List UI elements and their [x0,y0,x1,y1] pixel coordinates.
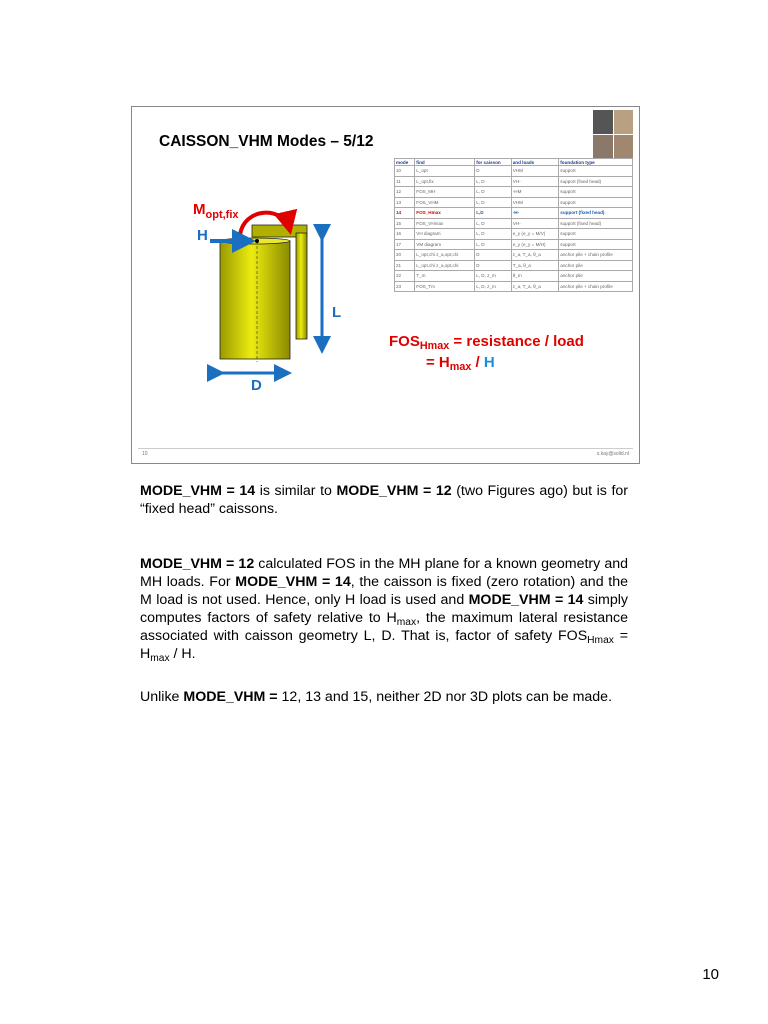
table-cell: L_opt,fix [415,176,475,187]
table-cell: L, D [475,176,512,187]
table-header: and loads [511,159,559,166]
table-cell: T_a, θ_a [511,260,559,271]
table-cell: L, D, z_m [475,281,512,292]
table-cell: D [475,260,512,271]
moment-label: $M_{opt,fix}$ [193,201,239,221]
table-header: foundation type [559,159,633,166]
table-cell: 21 [395,260,415,271]
table-cell: L, D [475,197,512,208]
l-label: L [332,304,342,321]
table-cell: L_opt [415,166,475,177]
table-row [395,260,633,271]
slide-title: CAISSON_VHM Modes – 5/12 [159,133,374,150]
d-label: D [251,377,262,394]
modes-table [394,158,633,292]
table-cell: -HM [511,187,559,198]
table-cell: 17 [395,239,415,250]
slide-footer-divider [138,448,633,449]
table-cell: 13 [395,197,415,208]
table-cell: VHM [511,166,559,177]
table-row [395,208,633,219]
table-cell: anchor pile + chain profile [559,281,633,292]
table-cell: VH- [511,176,559,187]
table-cell: 23 [395,281,415,292]
table-cell: e_y (e_y = M/V) [511,229,559,240]
table-cell: L, D [475,229,512,240]
table-cell: support [559,229,633,240]
table-cell: VH diagram [415,229,475,240]
table-cell: support [559,166,633,177]
load-point [255,239,259,243]
slide-footer-number: 10 [142,451,148,457]
table-cell: support (fixed head) [559,208,633,219]
table-row [395,229,633,240]
fos-formula-line1: $FOS_{Hmax}$ = resistance / load [389,333,584,352]
table-cell: anchor pile [559,271,633,282]
table-cell: VHM [511,197,559,208]
table-header: find [415,159,475,166]
table-cell: 16 [395,229,415,240]
table-cell: L_opt,chi z_a,opt,chi [415,260,475,271]
table-cell: anchor pile [559,260,633,271]
table-cell: L, D [475,239,512,250]
paragraph-2: MODE_VHM = 12 calculated FOS in the MH plane for a known geometry and MH loads. For MODE_VHM = 14, the caisson is fixed (zero rotation) and the M load is not used. Hence, only H load is used and MODE_VHM = 14 simply computes factors of safety relative to $H_{max}$, the maximum lateral resistance associated with caisson geometry L, D. That is, factor of safety $FOS_{Hmax} = H_{max} / H$. [140,556,629,664]
table-header: for caisson [475,159,512,166]
table-cell: 15 [395,218,415,229]
h-label: H [197,227,208,244]
table-cell: FOS_Hmax [415,208,475,219]
table-cell: z_a, T_a, θ_a [511,250,559,261]
table-cell: anchor pile + chain profile [559,250,633,261]
table-row [395,239,633,250]
fos-formula-line2: = $H_{max}$ / H [426,354,495,373]
table-cell: T_m [415,271,475,282]
table-cell: L, D [475,218,512,229]
table-cell: FOS_MH [415,187,475,198]
table-cell: VM diagram [415,239,475,250]
table-row [395,250,633,261]
table-header-row [395,159,633,166]
paragraph-1: MODE_VHM = 14 is similar to MODE_VHM = 12 (two Figures ago) but is for “fixed head” caissons. [140,483,629,517]
table-cell: L_opt,chi z_a,opt,chi [415,250,475,261]
table-header: mode [395,159,415,166]
paragraph-3: Unlike MODE_VHM = 12, 13 and 15, neither 2D nor 3D plots can be made. [140,689,613,705]
table-cell: support [559,187,633,198]
table-row [395,197,633,208]
table-row [395,218,633,229]
table-cell: FOS_VHmax [415,218,475,229]
table-cell: FOS_Tm [415,281,475,292]
table-cell: D [475,250,512,261]
table-cell: 20 [395,250,415,261]
slide-figure [131,106,640,464]
table-row [395,176,633,187]
table-cell: e_y (e_y = M/H) [511,239,559,250]
table-cell: D [475,166,512,177]
table-row [395,166,633,177]
page-number: 10 [702,966,719,983]
table-cell: FOS_VHM [415,197,475,208]
table-cell: 22 [395,271,415,282]
table-cell: 10 [395,166,415,177]
caisson-body [220,241,290,359]
table-row [395,187,633,198]
table-cell: 11 [395,176,415,187]
table-cell: L,D [475,208,512,219]
table-cell: support [559,239,633,250]
fixed-head-side [296,233,307,339]
table-row [395,281,633,292]
table-cell: -H- [511,208,559,219]
slide-footer-email: s.kay@solid.nl [596,451,629,457]
table-cell: 14 [395,208,415,219]
table-cell: VH- [511,218,559,229]
table-cell: z_a, T_a, θ_a [511,281,559,292]
table-cell: θ_m [511,271,559,282]
table-cell: support [559,197,633,208]
table-cell: L, D [475,187,512,198]
table-cell: 12 [395,187,415,198]
table-cell: support (fixed head) [559,176,633,187]
table-cell: L, D, z_m [475,271,512,282]
table-row [395,271,633,282]
table-cell: support (fixed head) [559,218,633,229]
